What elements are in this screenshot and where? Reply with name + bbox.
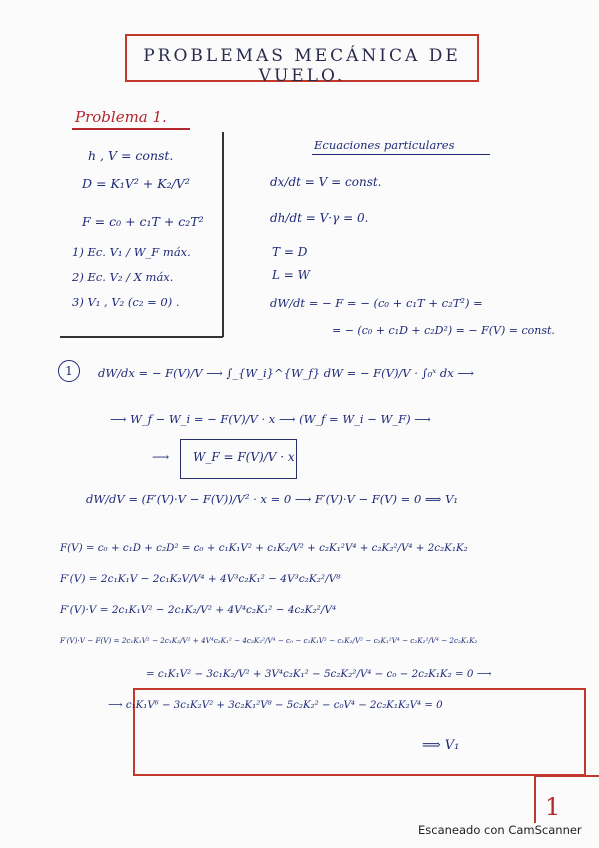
part1-line-3: ⟶ xyxy=(152,450,170,464)
particular-line-4: L = W xyxy=(272,268,310,282)
problem-heading: Problema 1. xyxy=(75,108,167,126)
particular-line-5: dW/dt = − F = − (c₀ + c₁T + c₂T²) = xyxy=(270,296,483,310)
wf-result-box xyxy=(180,439,297,479)
particular-heading-underline xyxy=(312,154,490,155)
given-line-4: 1) Ec. V₁ / W_F máx. xyxy=(72,245,191,259)
given-line-5: 2) Ec. V₂ / X máx. xyxy=(72,270,174,284)
scanner-watermark: Escaneado con CamScanner xyxy=(418,823,582,837)
part1-line-5: dW/dV = (F′(V)·V − F(V))/V² · x = 0 ⟶ F′(V)·V − F(V) = 0 ⟹ V₁ xyxy=(86,492,458,506)
final-equation: ⟶ c₁K₁V⁶ − 3c₁K₂V² + 3c₂K₁²V⁸ − 5c₂K₂² − c₀V⁴ − 2c₂K₁K₂V⁴ = 0 xyxy=(108,700,443,711)
part1-line-8: F′(V)·V = 2c₁K₁V² − 2c₁K₂/V² + 4V⁴c₂K₁² − 4c₂K₂²/V⁴ xyxy=(60,604,337,616)
part1-line-6: F(V) = c₀ + c₁D + c₂D² = c₀ + c₁K₁V² + c₁K₂/V² + c₂K₁²V⁴ + c₂K₂²/V⁴ + 2c₂K₁K₂ xyxy=(60,542,468,554)
wf-result: W_F = F(V)/V · x xyxy=(193,450,295,464)
part1-line-2: ⟶ W_f − W_i = − F(V)/V · x ⟶ (W_f = W_i − W_F) ⟶ xyxy=(110,412,431,426)
part1-line-10: = c₁K₁V² − 3c₁K₂/V² + 3V⁴c₂K₁² − 5c₂K₂²/V⁴ − c₀ − 2c₂K₁K₂ = 0 ⟶ xyxy=(146,668,492,680)
particular-heading: Ecuaciones particulares xyxy=(314,138,455,152)
given-box-right-edge xyxy=(222,132,224,337)
particular-line-6: = − (c₀ + c₁D + c₂D²) = − F(V) = const. xyxy=(332,324,555,337)
part1-line-9: F′(V)·V − F(V) = 2c₁K₁V² − 2c₁K₂/V² + 4V⁴c₂K₁² − 4c₂K₂²/V⁴ − c₀ − c₁K₁V² − c₁K₂/V² − c₂K₁²V⁴ − c₂K₂²/V⁴ − 2c₂K₁K₂ xyxy=(60,636,478,645)
page-title: PROBLEMAS MECÁNICA DE VUELO. xyxy=(143,46,461,86)
particular-line-2: dh/dt = V·γ = 0. xyxy=(270,211,369,225)
given-box-bottom-edge xyxy=(60,336,223,338)
page-corner-top xyxy=(534,775,599,777)
problem-heading-underline xyxy=(72,128,190,130)
part-1-circle: 1 xyxy=(58,360,80,382)
page-number: 1 xyxy=(545,793,561,821)
part1-line-7: F′(V) = 2c₁K₁V − 2c₁K₂V/V⁴ + 4V³c₂K₁² − 4V³c₂K₂²/V⁸ xyxy=(60,573,341,585)
particular-line-3: T = D xyxy=(272,245,308,259)
given-line-2: D = K₁V² + K₂/V² xyxy=(82,176,190,191)
particular-line-1: dx/dt = V = const. xyxy=(270,175,382,189)
part1-line-1: dW/dx = − F(V)/V ⟶ ∫_{W_i}^{W_f} dW = − F(V)/V · ∫₀ˣ dx ⟶ xyxy=(98,366,474,380)
given-line-3: F = c₀ + c₁T + c₂T² xyxy=(82,214,204,229)
given-line-1: h , V = const. xyxy=(88,148,174,163)
title-box xyxy=(125,34,479,86)
page-corner-left xyxy=(534,775,536,823)
v1-result: ⟹ V₁ xyxy=(422,738,460,753)
given-line-6: 3) V₁ , V₂ (c₂ = 0) . xyxy=(72,295,180,309)
